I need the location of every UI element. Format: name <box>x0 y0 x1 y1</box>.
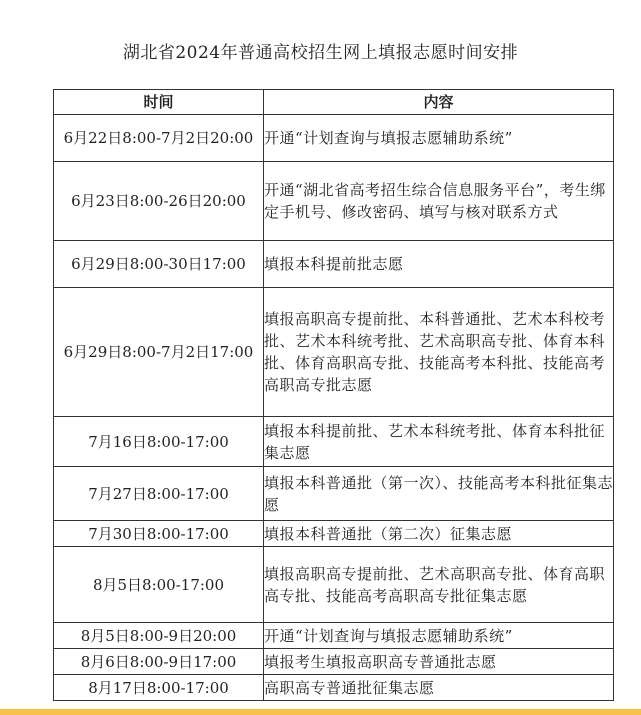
header-time: 时间 <box>54 90 264 115</box>
table-row <box>54 675 614 701</box>
table-row <box>54 547 614 623</box>
header-content: 内容 <box>264 90 614 115</box>
table-header-row <box>54 90 614 115</box>
table-row <box>54 649 614 675</box>
row-time: 7月30日8:00-17:00 <box>54 521 264 547</box>
table-row <box>54 288 614 417</box>
row-content: 填报本科提前批、艺术本科统考批、体育本科批征集志愿 <box>264 417 614 467</box>
row-content: 填报本科普通批（第一次）、技能高考本科批征集志愿 <box>264 467 614 521</box>
row-content: 填报本科普通批（第二次）征集志愿 <box>264 521 614 547</box>
row-content: 填报本科提前批志愿 <box>264 241 614 288</box>
row-time: 8月6日8:00-9日17:00 <box>54 649 264 675</box>
table-row <box>54 115 614 162</box>
row-time: 8月5日8:00-9日20:00 <box>54 623 264 649</box>
row-time: 8月17日8:00-17:00 <box>54 675 264 701</box>
row-time: 6月29日8:00-7月2日17:00 <box>54 288 264 417</box>
row-content: 填报考生填报高职高专普通批志愿 <box>264 649 614 675</box>
row-content: 开通“湖北省高考招生综合信息服务平台”，考生绑定手机号、修改密码、填写与核对联系方式 <box>264 162 614 241</box>
row-content: 开通“计划查询与填报志愿辅助系统” <box>264 623 614 649</box>
table-row <box>54 162 614 241</box>
row-time: 6月23日8:00-26日20:00 <box>54 162 264 241</box>
table-row <box>54 521 614 547</box>
table-row <box>54 241 614 288</box>
row-time: 7月27日8:00-17:00 <box>54 467 264 521</box>
row-time: 8月5日8:00-17:00 <box>54 547 264 623</box>
table-row <box>54 417 614 467</box>
row-time: 7月16日8:00-17:00 <box>54 417 264 467</box>
row-time: 6月29日8:00-30日17:00 <box>54 241 264 288</box>
row-content: 填报高职高专提前批、本科普通批、艺术本科校考批、艺术本科统考批、艺术高职高专批、体育本科批、体育高职高专批、技能高考本科批、技能高考高职高专批志愿 <box>264 288 614 417</box>
row-time: 6月22日8:00-7月2日20:00 <box>54 115 264 162</box>
page-title: 湖北省2024年普通高校招生网上填报志愿时间安排 <box>122 43 519 63</box>
bottom-accent-bar <box>0 709 641 715</box>
row-content: 填报高职高专提前批、艺术高职高专批、体育高职高专批、技能高考高职高专批征集志愿 <box>264 547 614 623</box>
row-content: 开通“计划查询与填报志愿辅助系统” <box>264 115 614 162</box>
table-row <box>54 467 614 521</box>
table-row <box>54 623 614 649</box>
schedule-table <box>53 89 614 701</box>
row-content: 高职高专普通批征集志愿 <box>264 675 614 701</box>
